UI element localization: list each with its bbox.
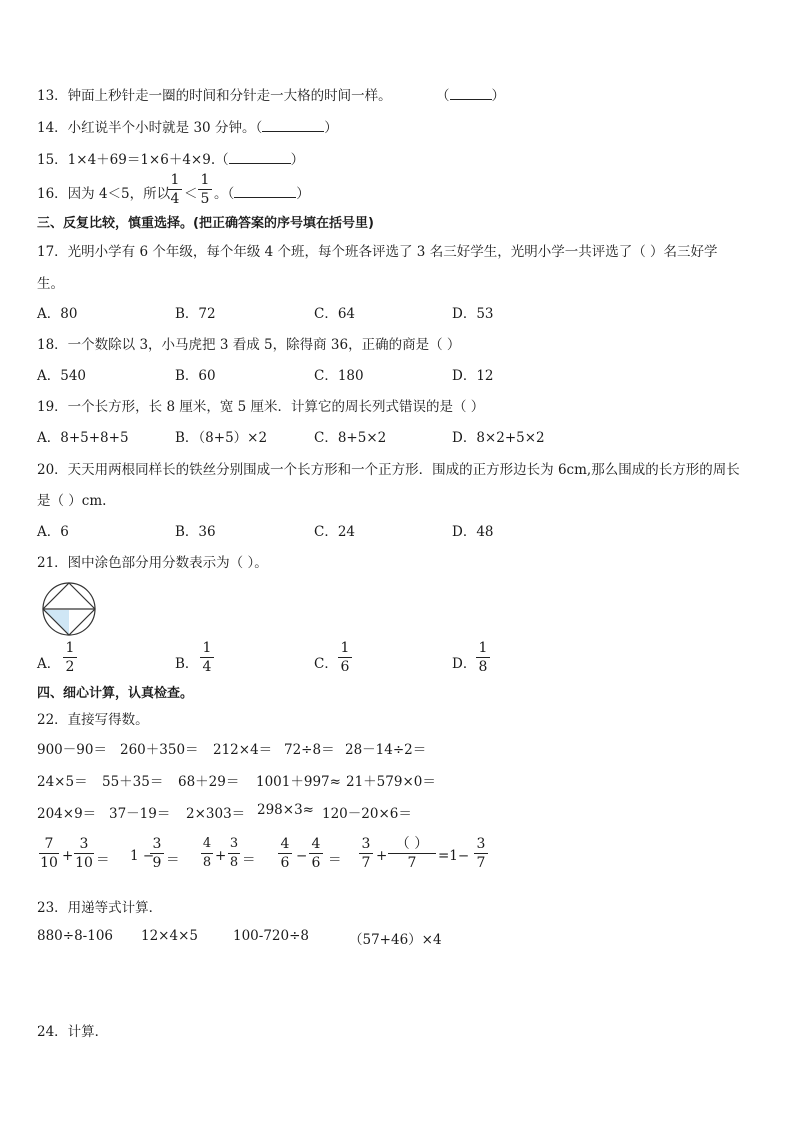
q22-row3-item4: 298×3≈ xyxy=(257,802,314,818)
section-3-heading: 三、反复比较，慎重选择。(把正确答案的序号填在括号里) xyxy=(37,216,374,231)
q22-row1-item4: 72÷8＝ xyxy=(284,742,335,758)
question-21: 21．图中涂色部分用分数表示为（ ）。 xyxy=(37,555,268,571)
question-24-title: 24．计算． xyxy=(37,1024,109,1040)
question-17-line-1: 17．光明小学有 6 个年级，每个年级 4 个班，每个班各评选了 3 名三好学生，光明小学一共评选了（ ）名三好学 xyxy=(37,244,718,260)
question-15: 15．1×4＋69＝1×6＋4×9.（ ） xyxy=(37,152,305,168)
q14-answer-blank[interactable] xyxy=(262,119,324,132)
q18-option-a[interactable]: A．540 xyxy=(37,368,87,384)
q22-row2-item1: 24×5＝ xyxy=(37,774,88,790)
q22-r4e5-frac-blank[interactable]: （ ） 7 xyxy=(388,836,436,871)
q22-r4e1-frac-b: 3 10 xyxy=(75,836,93,871)
q22-row2-item2: 55＋35＝ xyxy=(102,774,164,790)
q18-option-c[interactable]: C．180 xyxy=(314,368,364,384)
q19-option-d[interactable]: D．8×2+5×2 xyxy=(452,430,545,446)
q22-row1-item2: 260＋350＝ xyxy=(120,742,199,758)
question-23-title: 23．用递等式计算． xyxy=(37,900,163,916)
q22-row3-item5: 120－20×6＝ xyxy=(322,806,412,822)
q19-option-c[interactable]: C．8+5×2 xyxy=(314,430,387,446)
q22-r4e5-frac-a: 3 7 xyxy=(359,836,373,871)
section-4-heading: 四、细心计算，认真检查。 xyxy=(37,686,194,701)
q17-option-a[interactable]: A．80 xyxy=(37,306,78,322)
q15-answer-blank[interactable] xyxy=(229,151,291,164)
q16-answer-blank[interactable] xyxy=(234,185,296,198)
q22-row2-item4: 1001＋997≈ xyxy=(256,774,341,790)
q23-item-1: 880÷8-106 xyxy=(37,928,113,944)
question-17-line-2: 生。 xyxy=(37,276,64,292)
question-16 xyxy=(37,182,170,202)
q19-option-a[interactable]: A．8+5+8+5 xyxy=(37,430,129,446)
q22-r4e2-frac-b: 3 9 xyxy=(150,836,164,871)
q15-text: 15．1×4＋69＝1×6＋4×9.（ xyxy=(37,152,229,168)
q16-prefix: 16．因为 4＜5，所以 xyxy=(37,186,171,202)
q23-item-2: 12×4×5 xyxy=(141,928,198,944)
question-20-line-2: 是（ ）cm. xyxy=(37,493,107,509)
q21-option-a[interactable]: A． xyxy=(37,656,61,672)
q23-item-3: 100-720÷8 xyxy=(233,928,309,944)
shaded-circle-figure xyxy=(38,580,100,638)
q22-row1-item3: 212×4＝ xyxy=(213,742,273,758)
q22-r4e1-frac-a: 7 10 xyxy=(40,836,58,871)
q22-row3-item1: 204×9＝ xyxy=(37,806,97,822)
q17-option-c[interactable]: C．64 xyxy=(314,306,356,322)
q13-answer-blank[interactable] xyxy=(450,87,492,100)
q21-option-c[interactable]: C． xyxy=(314,656,338,672)
q16-fraction-2: 1 5 xyxy=(198,172,212,207)
q21-option-a-fraction: 1 2 xyxy=(63,640,77,675)
q21-option-d-fraction: 1 8 xyxy=(476,640,490,675)
q16-suffix: 。（ ） xyxy=(214,186,310,202)
q17-option-d[interactable]: D．53 xyxy=(452,306,494,322)
q13-answer-paren: （ ） xyxy=(436,88,505,104)
q22-r4e4-frac-b: 4 6 xyxy=(309,836,323,871)
q20-option-b[interactable]: B．36 xyxy=(175,524,216,540)
q22-r4e3-frac-b: 3 8 xyxy=(229,836,239,870)
q18-option-b[interactable]: B．60 xyxy=(175,368,216,384)
q22-row1-item5: 28－14÷2＝ xyxy=(345,742,427,758)
q22-row2-item5: 21＋579×0＝ xyxy=(346,774,436,790)
q21-option-d[interactable]: D． xyxy=(452,656,477,672)
q20-option-a[interactable]: A．6 xyxy=(37,524,69,540)
q18-option-d[interactable]: D．12 xyxy=(452,368,494,384)
q21-option-b[interactable]: B． xyxy=(175,656,199,672)
q16-less-than: ＜ xyxy=(184,186,198,202)
q19-option-b[interactable]: B．（8+5）×2 xyxy=(175,430,268,446)
q13-text: 13．钟面上秒针走一圈的时间和分针走一大格的时间一样。 xyxy=(37,88,392,104)
q17-option-b[interactable]: B．72 xyxy=(175,306,216,322)
q22-row2-item3: 68＋29＝ xyxy=(178,774,240,790)
question-13 xyxy=(37,84,392,104)
q21-option-c-fraction: 1 6 xyxy=(338,640,352,675)
q20-option-d[interactable]: D．48 xyxy=(452,524,494,540)
q23-item-4: （57+46）×4 xyxy=(349,932,442,948)
q22-row1-item1: 900－90＝ xyxy=(37,742,107,758)
q22-r4e4-frac-a: 4 6 xyxy=(278,836,292,871)
question-22-title: 22．直接写得数。 xyxy=(37,712,149,728)
q21-option-b-fraction: 1 4 xyxy=(200,640,214,675)
question-14: 14．小红说半个小时就是 30 分钟。（ ） xyxy=(37,120,338,136)
q14-text: 14．小红说半个小时就是 30 分钟。（ xyxy=(37,120,263,136)
q22-r4e3-frac-a: 4 8 xyxy=(202,836,212,870)
question-18: 18．一个数除以 3，小马虎把 3 看成 5，除得商 36，正确的商是（ ） xyxy=(37,337,461,353)
q16-fraction-1: 1 4 xyxy=(168,172,182,207)
q22-r4e5-frac-c: 3 7 xyxy=(474,836,488,871)
question-20-line-1: 20．天天用两根同样长的铁丝分别围成一个长方形和一个正方形．围成的正方形边长为 6cm,那么围成的长方形的周长 xyxy=(37,462,740,478)
q22-row3-item3: 2×303＝ xyxy=(186,806,246,822)
question-19: 19．一个长方形，长 8 厘米，宽 5 厘米．计算它的周长列式错误的是（ ） xyxy=(37,399,485,415)
q22-row3-item2: 37－19＝ xyxy=(109,806,171,822)
q20-option-c[interactable]: C．24 xyxy=(314,524,356,540)
